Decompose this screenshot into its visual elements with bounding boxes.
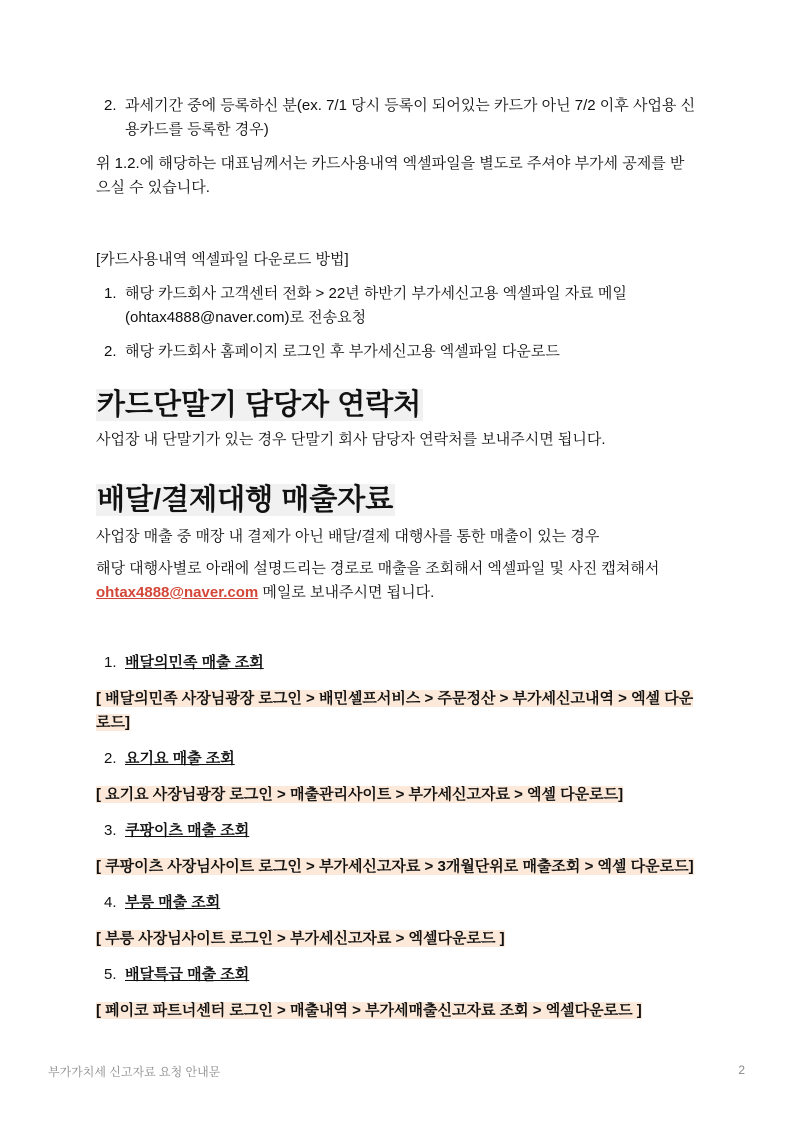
- service-item-2: 2. 요기요 매출 조회: [104, 750, 235, 767]
- service-title: 배달의민족 매출 조회: [125, 654, 264, 671]
- step-text: 해당 카드회사 홈페이지 로그인 후 부가세신고용 엑셀파일 다운로드: [125, 343, 560, 360]
- service-title: 요기요 매출 조회: [125, 750, 235, 767]
- service-path-3: [ 쿠팡이츠 사장님사이트 로그인 > 부가세신고자료 > 3개월단위로 매출조회 > 엑셀 다운로드]: [96, 858, 694, 875]
- service-path-4: [ 부릉 사장님사이트 로그인 > 부가세신고자료 > 엑셀다운로드 ]: [96, 930, 505, 947]
- step-text: 해당 카드회사 고객센터 전화 > 22년 하반기 부가세신고용 엑셀파일 자료 메일 (ohtax4888@naver.com)로 전송요청: [125, 285, 627, 326]
- delivery-section-title: 배달/결제대행 매출자료: [97, 484, 394, 516]
- service-item-1: 1. 배달의민족 매출 조회: [104, 654, 264, 671]
- intro-paragraph: 위 1.2.에 해당하는 대표님께서는 카드사용내역 엑셀파일을 별도로 주셔야 부가세 공제를 받으실 수 있습니다.: [96, 155, 685, 196]
- step-number: 1.: [104, 285, 117, 302]
- intro-item-2: [96, 94, 696, 142]
- delivery-text-1: 사업장 매출 중 매장 내 결제가 아닌 배달/결제 대행사를 통한 매출이 있는 경우: [96, 528, 600, 545]
- intro-list: [96, 94, 696, 142]
- download-step-1: [96, 282, 696, 330]
- service-title: 배달특급 매출 조회: [125, 966, 250, 983]
- email-link[interactable]: ohtax4888@naver.com: [96, 584, 259, 601]
- service-item-5: 5. 배달특급 매출 조회: [104, 966, 250, 983]
- delivery-services: [96, 651, 696, 1023]
- delivery-text-3: 메일로 보내주시면 됩니다.: [258, 584, 435, 601]
- download-steps: [96, 282, 696, 364]
- document-content: [96, 94, 696, 1035]
- page-number: 2: [738, 1063, 745, 1077]
- terminal-section-title: 카드단말기 담당자 연락처: [97, 389, 422, 421]
- service-path-2: [ 요기요 사장님광장 로그인 > 매출관리사이트 > 부가세신고자료 > 엑셀 다운로드]: [96, 786, 624, 803]
- service-item-3: 3. 쿠팡이츠 매출 조회: [104, 822, 250, 839]
- step-number: 2.: [104, 343, 117, 360]
- download-heading: [카드사용내역 엑셀파일 다운로드 방법]: [96, 251, 349, 268]
- footer-title: 부가가치세 신고자료 요청 안내문: [48, 1065, 221, 1079]
- delivery-text-2a: 해당 대행사별로 아래에 설명드리는 경로로 매출을 조회해서 엑셀파일 및 사진 캡쳐해서: [96, 560, 660, 577]
- delivery-text-2: [96, 557, 696, 605]
- download-step-2: [96, 340, 696, 364]
- terminal-text: 사업장 내 단말기가 있는 경우 단말기 회사 담당자 연락처를 보내주시면 됩니다.: [96, 431, 606, 448]
- service-path-1: [ 배달의민족 사장님광장 로그인 > 배민셀프서비스 > 주문정산 > 부가세신고내역 > 엑셀 다운로드]: [96, 690, 694, 731]
- service-path-5: [ 페이코 파트너센터 로그인 > 매출내역 > 부가세매출신고자료 조회 > 엑셀다운로드 ]: [96, 1002, 642, 1019]
- intro-item-number: 2.: [104, 97, 117, 114]
- service-title: 부릉 매출 조회: [125, 894, 221, 911]
- service-item-4: 4. 부릉 매출 조회: [104, 894, 221, 911]
- intro-item-text: 과세기간 중에 등록하신 분(ex. 7/1 당시 등록이 되어있는 카드가 아닌 7/2 이후 사업용 신용카드를 등록한 경우): [125, 97, 696, 138]
- service-title: 쿠팡이츠 매출 조회: [125, 822, 250, 839]
